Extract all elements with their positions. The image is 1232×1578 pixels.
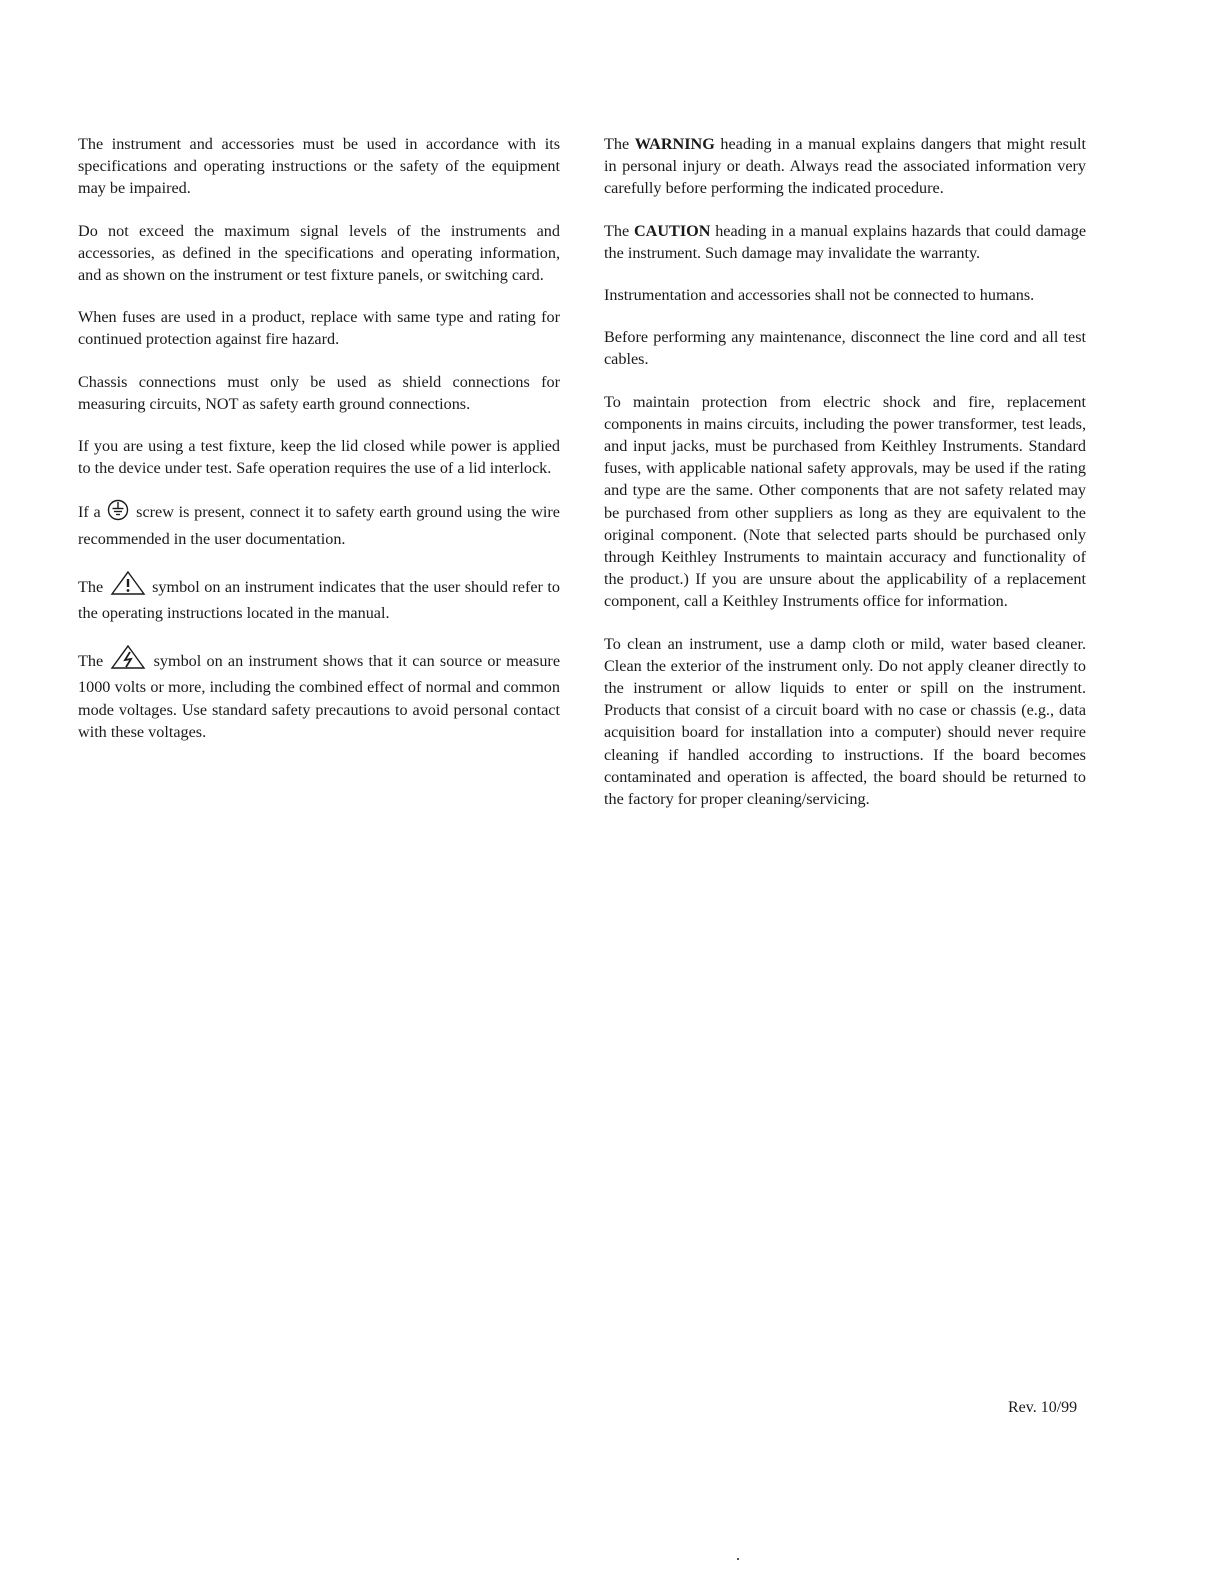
- ground-screw-text-before: If a: [78, 503, 106, 522]
- paragraph-chassis-connections: Chassis connections must only be used as shield connections for measuring circuits, NOT as safety earth ground connections.: [78, 372, 560, 413]
- warning-text-before: The: [604, 135, 630, 153]
- paragraph-humans: Instrumentation and accessories shall not be connected to humans.: [604, 286, 1035, 305]
- caution-text-before: The: [604, 221, 630, 240]
- paragraph-maintenance: Before performing any maintenance, disconnect the line cord and all test cables.: [604, 328, 1086, 369]
- high-voltage-triangle-icon: [110, 644, 146, 676]
- caution-keyword: CAUTION: [633, 221, 711, 240]
- caution-text-after: heading in a manual explains hazards that could damage the instrument. Such damage may invalidate the warranty.: [604, 221, 1086, 262]
- paragraph-test-fixture: If you are using a test fixture, keep the lid closed while power is applied to the device under test. Safe operation requires the use of a lid interlock.: [78, 437, 560, 478]
- paragraph-specifications: The instrument and accessories must be used in accordance with its specifications and operating instructions or the safety of the equipment may be impaired.: [78, 135, 560, 198]
- high-voltage-text-before: The: [78, 652, 109, 671]
- protective-earth-ground-icon: [107, 499, 129, 527]
- paragraph-cleaning: To clean an instrument, use a damp cloth or mild, water based cleaner. Clean the exterior of the instrument only. Do not apply cleaner directly to the instrument or allow liquids to enter or spill on the instrument. Products that consist of a circuit board with no case or chassis (e.g., data acquisition board for installation into a computer) should never require cleaning if handled according to instructions. If the board becomes contaminated and operation is affected, the board should be returned to the factory for proper cleaning/servicing.: [604, 634, 1086, 809]
- caution-symbol-text-before: The: [78, 577, 108, 596]
- caution-triangle-icon: [110, 570, 146, 602]
- warning-keyword: WARNING: [634, 135, 715, 153]
- paragraph-caution-heading: [604, 220, 1086, 264]
- high-voltage-text-after: symbol on an instrument shows that it can source or measure 1000 volts or more, including the combined effect of normal and common mode voltages. Use standard safety precautions to avoid personal contact with these voltages.: [78, 652, 560, 741]
- paragraph-ground-screw: [78, 499, 560, 549]
- left-column: [78, 133, 560, 763]
- caution-symbol-text-after: symbol on an instrument indicates that the user should refer to the operating instructions located in the manual.: [78, 577, 560, 623]
- ground-screw-text-after: screw is present, connect it to safety earth ground using the wire recommended in the user documentation.: [78, 503, 560, 548]
- paragraph-caution-symbol: [78, 570, 560, 624]
- revision-label: Rev. 10/99: [1008, 1399, 1078, 1416]
- paragraph-fuses: When fuses are used in a product, replace with same type and rating for continued protection against fire hazard.: [78, 308, 560, 349]
- paragraph-high-voltage-symbol: [78, 644, 560, 743]
- paragraph-signal-levels: Do not exceed the maximum signal levels of the instruments and accessories, as defined in the specifications and operating information, and as shown on the instrument or test fixture panels, or switching card.: [78, 221, 560, 285]
- paragraph-warning-heading: [604, 133, 1086, 200]
- page-mark: [737, 1558, 739, 1560]
- warning-text-after: heading in a manual explains dangers that might result in personal injury or death. Always read the associated information very carefully before performing the indicated procedure.: [604, 135, 1087, 198]
- paragraph-replacement-components: To maintain protection from electric shock and fire, replacement components in mains circuits, including the power transformer, test leads, and input jacks, must be purchased from Keithley Instruments. Standard fuses, with applicable national safety approvals, may be used if the rating and type are the same. Other components that are not safety related may be purchased from other suppliers as long as they are equivalent to the original component. (Note that selected parts should be purchased only through Keithley Instruments to maintain accuracy and functionality of the product.) If you are unsure about the applicability of a replacement component, call a Keithley Instruments office for information.: [604, 392, 1086, 611]
- right-column: [604, 133, 1086, 830]
